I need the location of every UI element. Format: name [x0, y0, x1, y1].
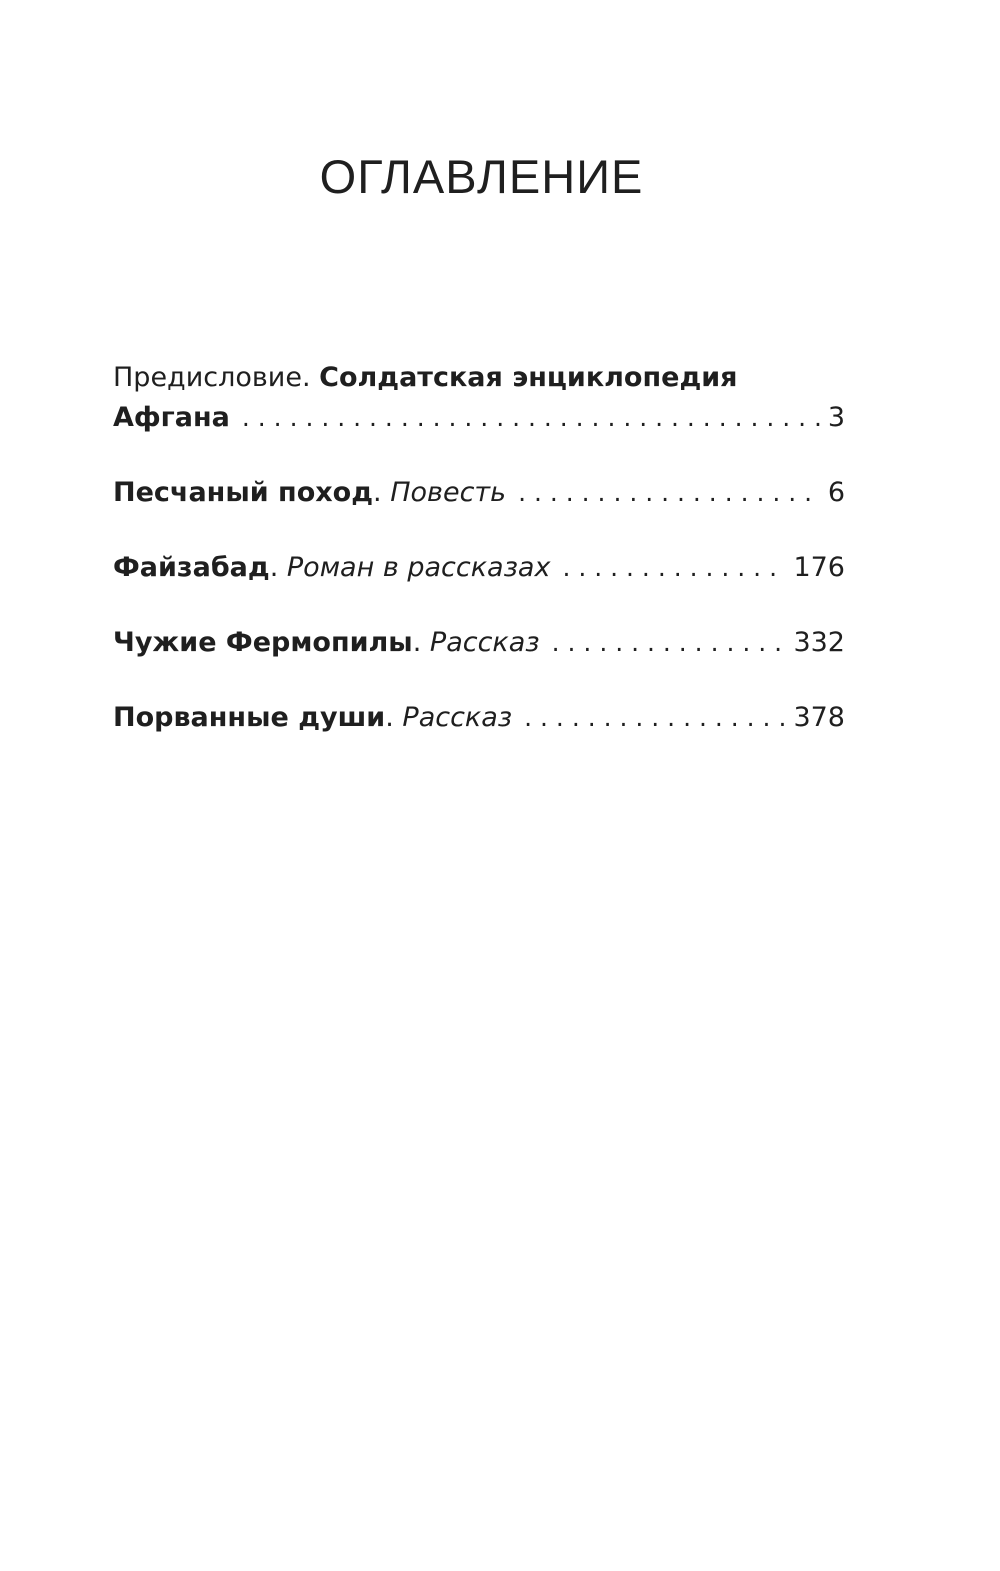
toc-entry-text	[113, 548, 550, 588]
toc-entry-page-number: 378	[793, 702, 845, 733]
toc-entry-separator: .	[412, 627, 422, 658]
toc-entry-page-number: 6	[827, 477, 845, 508]
toc-entry-separator: .	[385, 702, 394, 733]
dot-leader	[552, 623, 786, 663]
toc-entry-genre: Рассказ	[429, 627, 540, 658]
toc-entry-sandy-march[interactable]	[113, 473, 845, 513]
dot-leader	[518, 473, 820, 513]
toc-entry-page-number: 176	[793, 552, 845, 583]
dot-leader	[524, 698, 785, 738]
toc-entry-title-continued: Афгана	[113, 402, 230, 433]
toc-entry-leader-line	[113, 398, 845, 438]
toc-entry-text	[113, 473, 506, 513]
toc-entry-title: Порванные души	[113, 702, 386, 733]
table-of-contents	[113, 358, 845, 738]
toc-entry-genre: Рассказ	[402, 702, 513, 733]
toc-entry-torn-souls[interactable]	[113, 698, 845, 738]
toc-entry-genre: Повесть	[390, 477, 507, 508]
dot-leader	[242, 398, 820, 438]
toc-entry-title: Чужие Фермопилы	[113, 627, 413, 658]
toc-entry-title: Файзабад	[113, 552, 270, 583]
toc-entry-page-number: 332	[793, 627, 845, 658]
toc-entry-separator: .	[373, 477, 382, 508]
toc-entry-thermopylae[interactable]	[113, 623, 845, 663]
toc-entry-separator: .	[269, 552, 279, 583]
toc-entry-page-number: 3	[827, 402, 845, 433]
toc-entry-preface[interactable]	[113, 358, 845, 438]
toc-entry-faizabad[interactable]	[113, 548, 845, 588]
toc-entry-text	[113, 623, 540, 663]
page-title: ОГЛАВЛЕНИЕ	[319, 150, 644, 204]
toc-entry-prefix: Предисловие.	[113, 362, 311, 393]
toc-entry-title: Солдатская энциклопедия	[319, 362, 738, 393]
toc-entry-genre: Роман в рассказах	[286, 552, 551, 583]
dot-leader	[562, 548, 785, 588]
toc-entry-first-line	[113, 358, 845, 398]
toc-entry-title: Песчаный поход	[113, 477, 374, 508]
toc-entry-text	[113, 698, 512, 738]
